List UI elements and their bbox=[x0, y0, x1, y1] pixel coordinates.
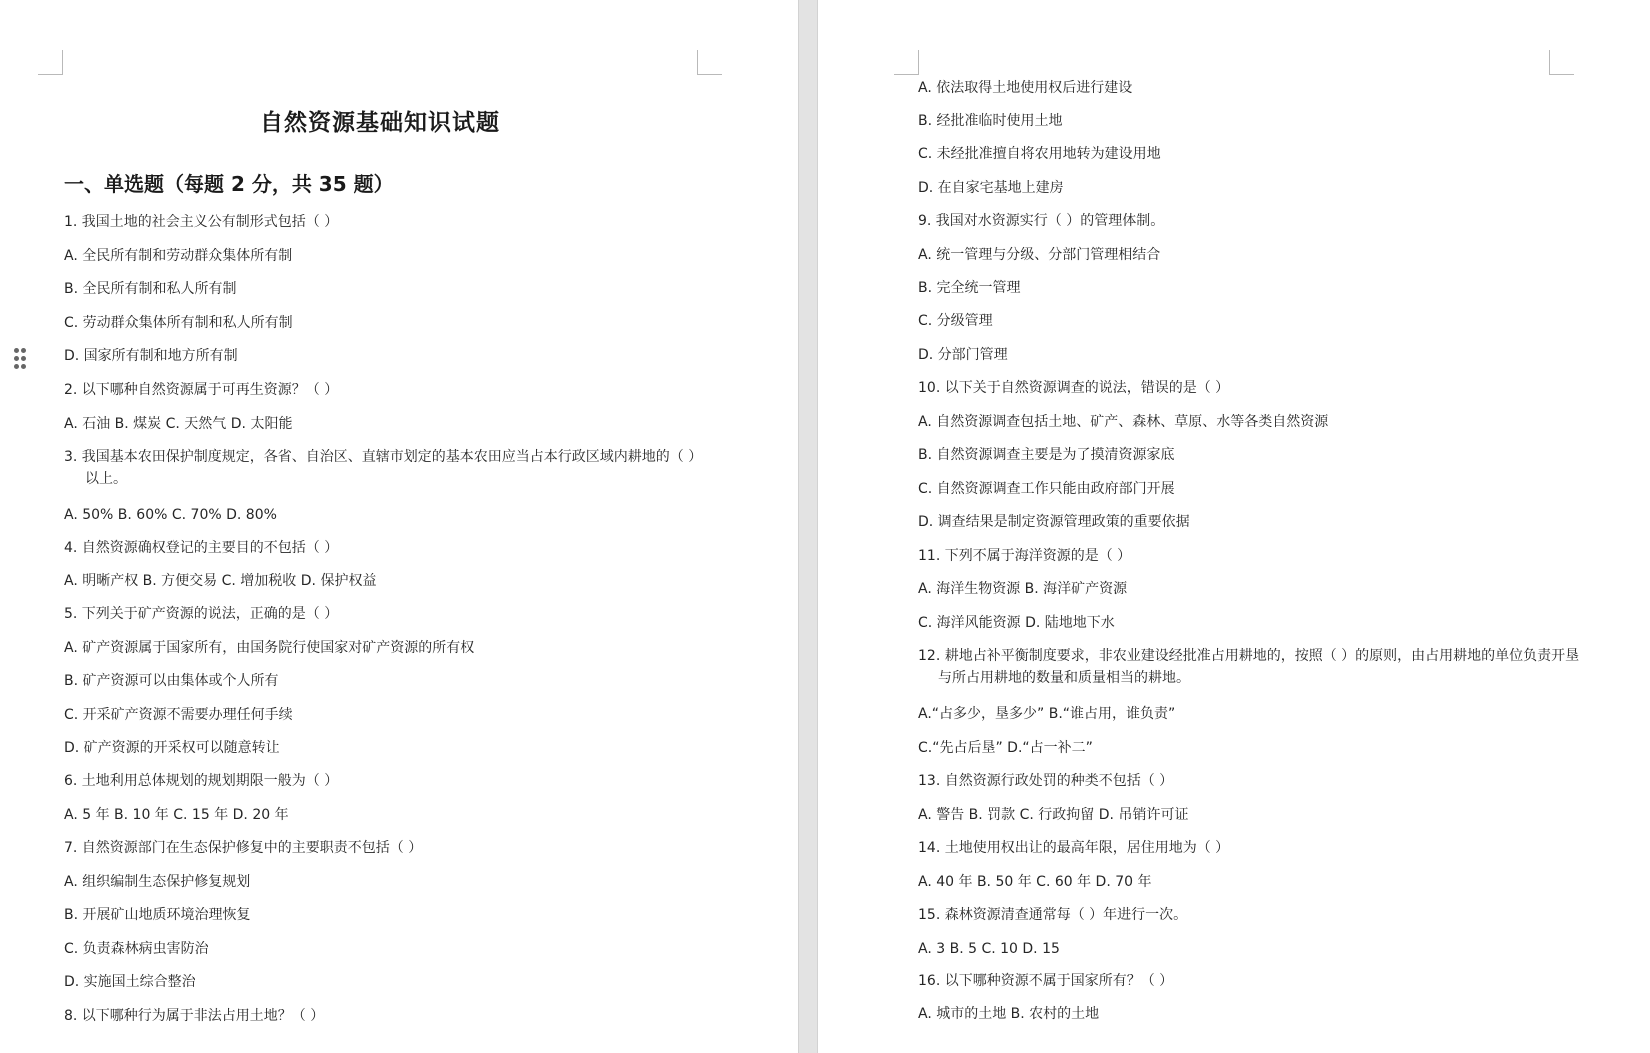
option-line: C.“先占后垦” D.“占一补二” bbox=[918, 740, 1093, 756]
question-line: 15. 森林资源清查通常每（ ）年进行一次。 bbox=[918, 907, 1188, 923]
question-line: 3. 我国基本农田保护制度规定，各省、自治区、直辖市划定的基本农田应当占本行政区域内耕地的（ ）以上。 bbox=[64, 449, 703, 487]
option-line: C. 劳动群众集体所有制和私人所有制 bbox=[64, 315, 293, 331]
option-line: C. 分级管理 bbox=[918, 313, 993, 329]
option-line: B. 完全统一管理 bbox=[918, 280, 1021, 296]
option-line: A.“占多少，垦多少” B.“谁占用，谁负责” bbox=[918, 706, 1176, 722]
option-line: C. 自然资源调查工作只能由政府部门开展 bbox=[918, 481, 1175, 497]
option-line: A. 自然资源调查包括土地、矿产、森林、草原、水等各类自然资源 bbox=[918, 414, 1329, 430]
drag-handle-icon[interactable] bbox=[14, 348, 26, 370]
option-line: A. 依法取得土地使用权后进行建设 bbox=[918, 80, 1133, 96]
question-line: 1. 我国土地的社会主义公有制形式包括（ ） bbox=[64, 214, 339, 230]
question-line: 8. 以下哪种行为属于非法占用土地？（ ） bbox=[64, 1008, 325, 1024]
option-line: A. 警告 B. 罚款 C. 行政拘留 D. 吊销许可证 bbox=[918, 807, 1189, 823]
margin-corner-marker bbox=[697, 50, 722, 75]
question-line: 7. 自然资源部门在生态保护修复中的主要职责不包括（ ） bbox=[64, 840, 423, 856]
option-line: D. 在自家宅基地上建房 bbox=[918, 180, 1064, 196]
right-page bbox=[818, 0, 1650, 1053]
question-line: 6. 土地利用总体规划的规划期限一般为（ ） bbox=[64, 773, 339, 789]
option-line: A. 城市的土地 B. 农村的土地 bbox=[918, 1006, 1100, 1022]
question-line: 2. 以下哪种自然资源属于可再生资源？（ ） bbox=[64, 382, 339, 398]
option-line: B. 开展矿山地质环境治理恢复 bbox=[64, 907, 251, 923]
option-line: C. 未经批准擅自将农用地转为建设用地 bbox=[918, 146, 1161, 162]
question-line: 9. 我国对水资源实行（ ）的管理体制。 bbox=[918, 213, 1165, 229]
option-line: A. 统一管理与分级、分部门管理相结合 bbox=[918, 247, 1161, 263]
option-line: B. 自然资源调查主要是为了摸清资源家底 bbox=[918, 447, 1175, 463]
question-line: 14. 土地使用权出让的最高年限，居住用地为（ ） bbox=[918, 840, 1230, 856]
option-line: B. 经批准临时使用土地 bbox=[918, 113, 1063, 129]
option-line: C. 开采矿产资源不需要办理任何手续 bbox=[64, 707, 293, 723]
left-page bbox=[0, 0, 798, 1053]
option-line: A. 5 年 B. 10 年 C. 15 年 D. 20 年 bbox=[64, 807, 289, 823]
option-line: A. 组织编制生态保护修复规划 bbox=[64, 874, 251, 890]
question-line: 4. 自然资源确权登记的主要目的不包括（ ） bbox=[64, 540, 339, 556]
option-line: A. 海洋生物资源 B. 海洋矿产资源 bbox=[918, 581, 1128, 597]
question-line: 13. 自然资源行政处罚的种类不包括（ ） bbox=[918, 773, 1174, 789]
option-line: A. 石油 B. 煤炭 C. 天然气 D. 太阳能 bbox=[64, 416, 293, 432]
question-line: 5. 下列关于矿产资源的说法，正确的是（ ） bbox=[64, 606, 339, 622]
question-line: 12. 耕地占补平衡制度要求，非农业建设经批准占用耕地的，按照（ ）的原则，由占用耕地的单位负责开垦与所占用耕地的数量和质量相当的耕地。 bbox=[918, 648, 1580, 686]
margin-corner-marker bbox=[1549, 50, 1574, 75]
option-line: B. 全民所有制和私人所有制 bbox=[64, 281, 237, 297]
option-line: D. 矿产资源的开采权可以随意转让 bbox=[64, 740, 280, 756]
option-line: A. 3 B. 5 C. 10 D. 15 bbox=[918, 941, 1060, 957]
option-line: A. 40 年 B. 50 年 C. 60 年 D. 70 年 bbox=[918, 874, 1152, 890]
margin-corner-marker bbox=[38, 50, 63, 75]
option-line: A. 50% B. 60% C. 70% D. 80% bbox=[64, 507, 277, 523]
document-title: 自然资源基础知识试题 bbox=[260, 110, 500, 136]
question-line: 16. 以下哪种资源不属于国家所有？（ ） bbox=[918, 973, 1174, 989]
option-line: A. 明晰产权 B. 方便交易 C. 增加税收 D. 保护权益 bbox=[64, 573, 377, 589]
margin-corner-marker bbox=[894, 50, 919, 75]
option-line: D. 实施国土综合整治 bbox=[64, 974, 196, 990]
option-line: B. 矿产资源可以由集体或个人所有 bbox=[64, 673, 279, 689]
option-line: A. 矿产资源属于国家所有，由国务院行使国家对矿产资源的所有权 bbox=[64, 640, 475, 656]
page-gutter bbox=[798, 0, 818, 1053]
question-line: 10. 以下关于自然资源调查的说法，错误的是（ ） bbox=[918, 380, 1230, 396]
option-line: D. 调查结果是制定资源管理政策的重要依据 bbox=[918, 514, 1190, 530]
option-line: A. 全民所有制和劳动群众集体所有制 bbox=[64, 248, 293, 264]
option-line: C. 海洋风能资源 D. 陆地地下水 bbox=[918, 615, 1115, 631]
section-heading: 一、单选题（每题 2 分，共 35 题） bbox=[64, 172, 394, 196]
option-line: D. 分部门管理 bbox=[918, 347, 1008, 363]
question-line: 11. 下列不属于海洋资源的是（ ） bbox=[918, 548, 1132, 564]
option-line: C. 负责森林病虫害防治 bbox=[64, 941, 209, 957]
option-line: D. 国家所有制和地方所有制 bbox=[64, 348, 238, 364]
